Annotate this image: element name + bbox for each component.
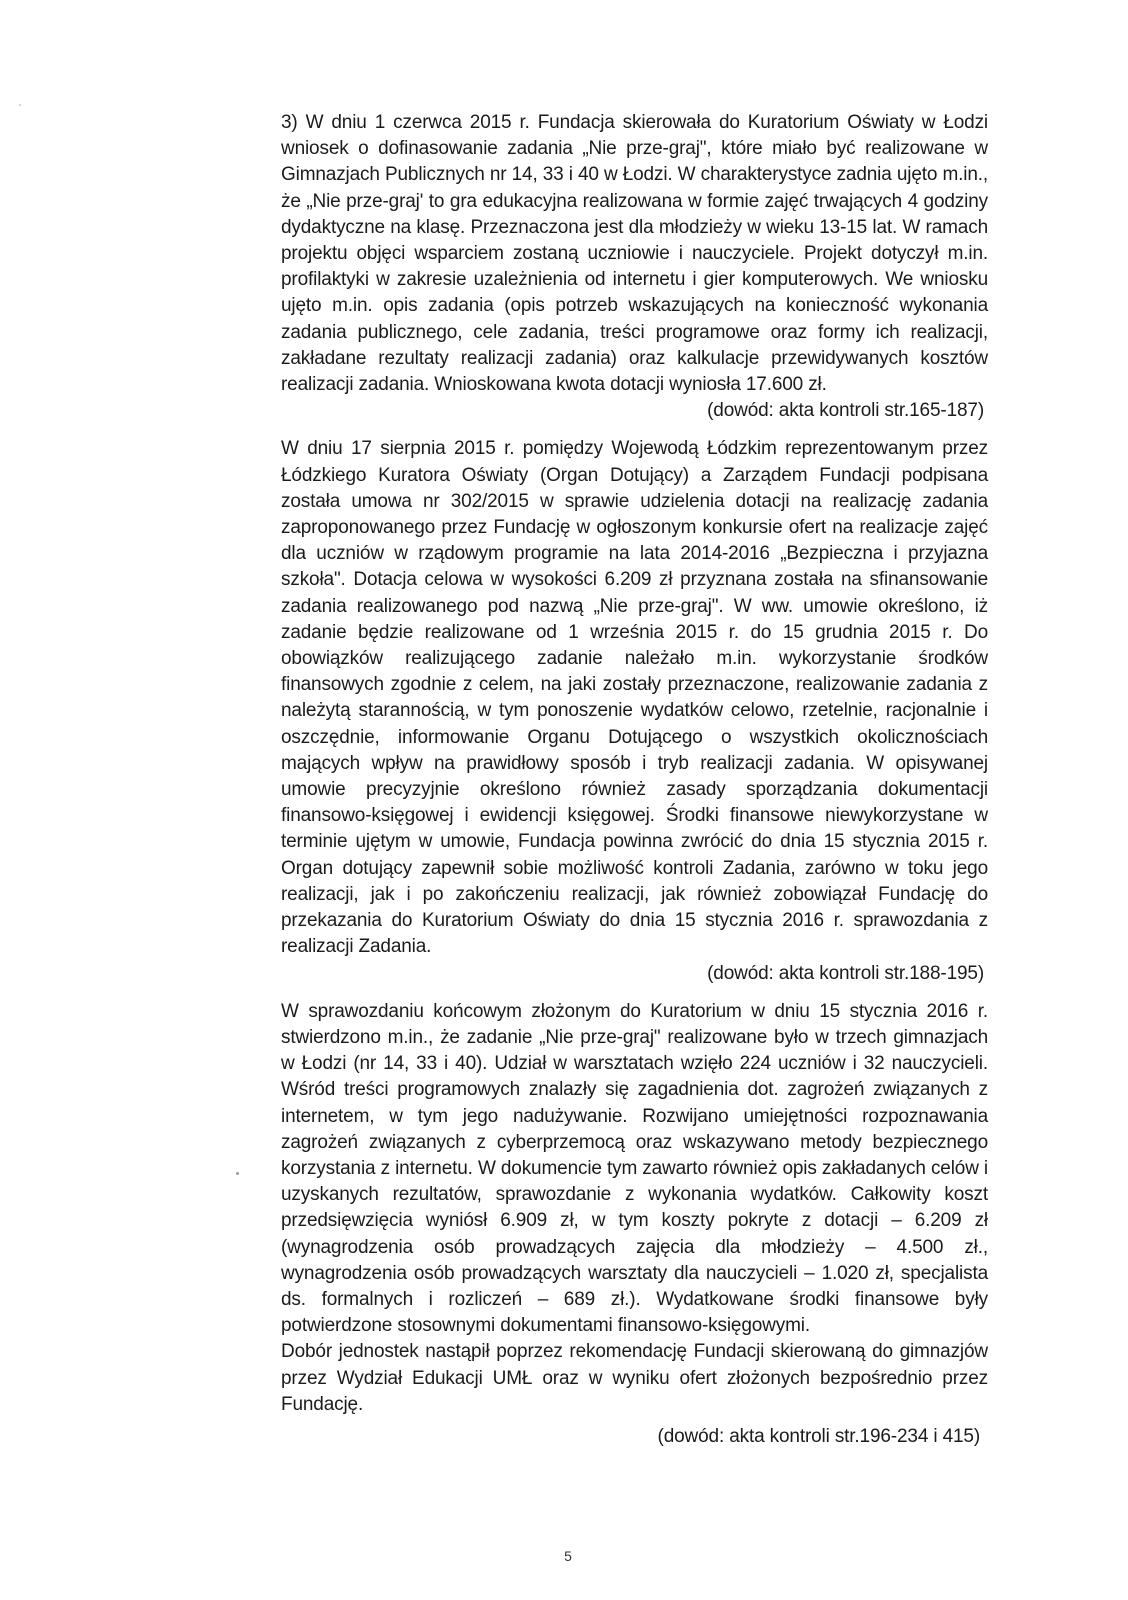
scan-speck <box>19 104 21 106</box>
document-body <box>281 110 988 1469</box>
evidence-reference: (dowód: akta kontroli str.188-195) <box>707 962 984 984</box>
scan-speck <box>236 1172 239 1175</box>
paragraph-school-selection: Dobór jednostek nastąpił poprzez rekomendację Fundacji skierowaną do gimnazjów przez Wydział Edukacji UMŁ oraz w wyniku ofert złożonych bezpośrednio przez Fundację. <box>281 1341 988 1415</box>
evidence-reference: (dowód: akta kontroli str.196-234 i 415) <box>657 1425 980 1447</box>
paragraph-final-report: W sprawozdaniu końcowym złożonym do Kuratorium w dniu 15 stycznia 2016 r. stwierdzono m.in., że zadanie „Nie prze-graj" realizowane było w trzech gimnazjach w Łodzi (nr 14, 33 i 40). Udział w warsztatach wzięło 224 uczniów i 32 nauczycieli. Wśród treści programowych znalazły się zagadnienia dot. zagrożeń związanych z internetem, w tym jego nadużywanie. Rozwijano umiejętności rozpoznawania zagrożeń związanych z cyberprzemocą oraz wskazywano metody bezpiecznego korzystania z internetu. W dokumencie tym zawarto również opis zakładanych celów i uzyskanych rezultatów, sprawozdanie z wykonania wydatków. Całkowity koszt przedsięwzięcia wyniósł 6.909 zł, w tym koszty pokryte z dotacji – 6.209 zł (wynagrodzenia osób prowadzących zajęcia dla młodzieży – 4.500 zł., wynagrodzenia osób prowadzących warsztaty dla nauczycieli – 1.020 zł, specjalista ds. formalnych i rozliczeń – 689 zł.). Wydatkowane środki finansowe były potwierdzone stosownymi dokumentami finansowo-księgowymi. <box>281 1000 988 1337</box>
paragraph-grant-agreement: W dniu 17 sierpnia 2015 r. pomiędzy Wojewodą Łódzkim reprezentowanym przez Łódzkiego Kuratora Oświaty (Organ Dotujący) a Zarządem Fundacji podpisana została umowa nr 302/2015 w sprawie udzielenia dotacji na realizację zadania zaproponowanego przez Fundację w ogłoszonym konkursie ofert na realizacje zajęć dla uczniów w rządowym programie na lata 2014-2016 „Bezpieczna i przyjazna szkoła". Dotacja celowa w wysokości 6.209 zł przyznana została na sfinansowanie zadania realizowanego pod nazwą „Nie prze-graj". W ww. umowie określono, iż zadanie będzie realizowane od 1 września 2015 r. do 15 grudnia 2015 r. Do obowiązków realizującego zadanie należało m.in. wykorzystanie środków finansowych zgodnie z celem, na jaki zostały przeznaczone, realizowanie zadania z należytą starannością, w tym ponoszenie wydatków celowo, rzetelnie, racjonalnie i oszczędnie, informowanie Organu Dotującego o wszystkich okolicznościach mających wpływ na prawidłowy sposób i tryb realizacji zadania. W opisywanej umowie precyzyjnie określono również zasady sporządzania dokumentacji finansowo-księgowej i ewidencji księgowej. Środki finansowe niewykorzystane w terminie ujętym w umowie, Fundacja powinna zwrócić do dnia 15 stycznia 2015 r. Organ dotujący zapewnił sobie możliwość kontroli Zadania, zarówno w toku jego realizacji, jak i po zakończeniu realizacji, jak również zobowiązał Fundację do przekazania do Kuratorium Oświaty do dnia 15 stycznia 2016 r. sprawozdania z realizacji Zadania. <box>281 438 988 958</box>
paragraph-grant-application: 3) W dniu 1 czerwca 2015 r. Fundacja skierowała do Kuratorium Oświaty w Łodzi wniosek o dofinasowanie zadania „Nie prze-graj", które miało być realizowane w Gimnazjach Publicznych nr 14, 33 i 40 w Łodzi. W charakterystyce zadnia ujęto m.in., że „Nie prze-graj' to gra edukacyjna realizowana w formie zajęć trwających 4 godziny dydaktyczne na klasę. Przeznaczona jest dla młodzieży w wieku 13-15 lat. W ramach projektu objęci wsparciem zostaną uczniowie i nauczyciele. Projekt dotyczył m.in. profilaktyki w zakresie uzależnienia od internetu i gier komputerowych. We wniosku ujęto m.in. opis zadania (opis potrzeb wskazujących na konieczność wykonania zadania publicznego, cele zadania, treści programowe oraz formy ich realizacji, zakładane rezultaty realizacji zadania) oraz kalkulacje przewidywanych kosztów realizacji zadania. Wnioskowana kwota dotacji wyniosła 17.600 zł. <box>281 112 988 396</box>
page-number: 5 <box>564 1548 572 1564</box>
evidence-reference: (dowód: akta kontroli str.165-187) <box>707 400 984 422</box>
